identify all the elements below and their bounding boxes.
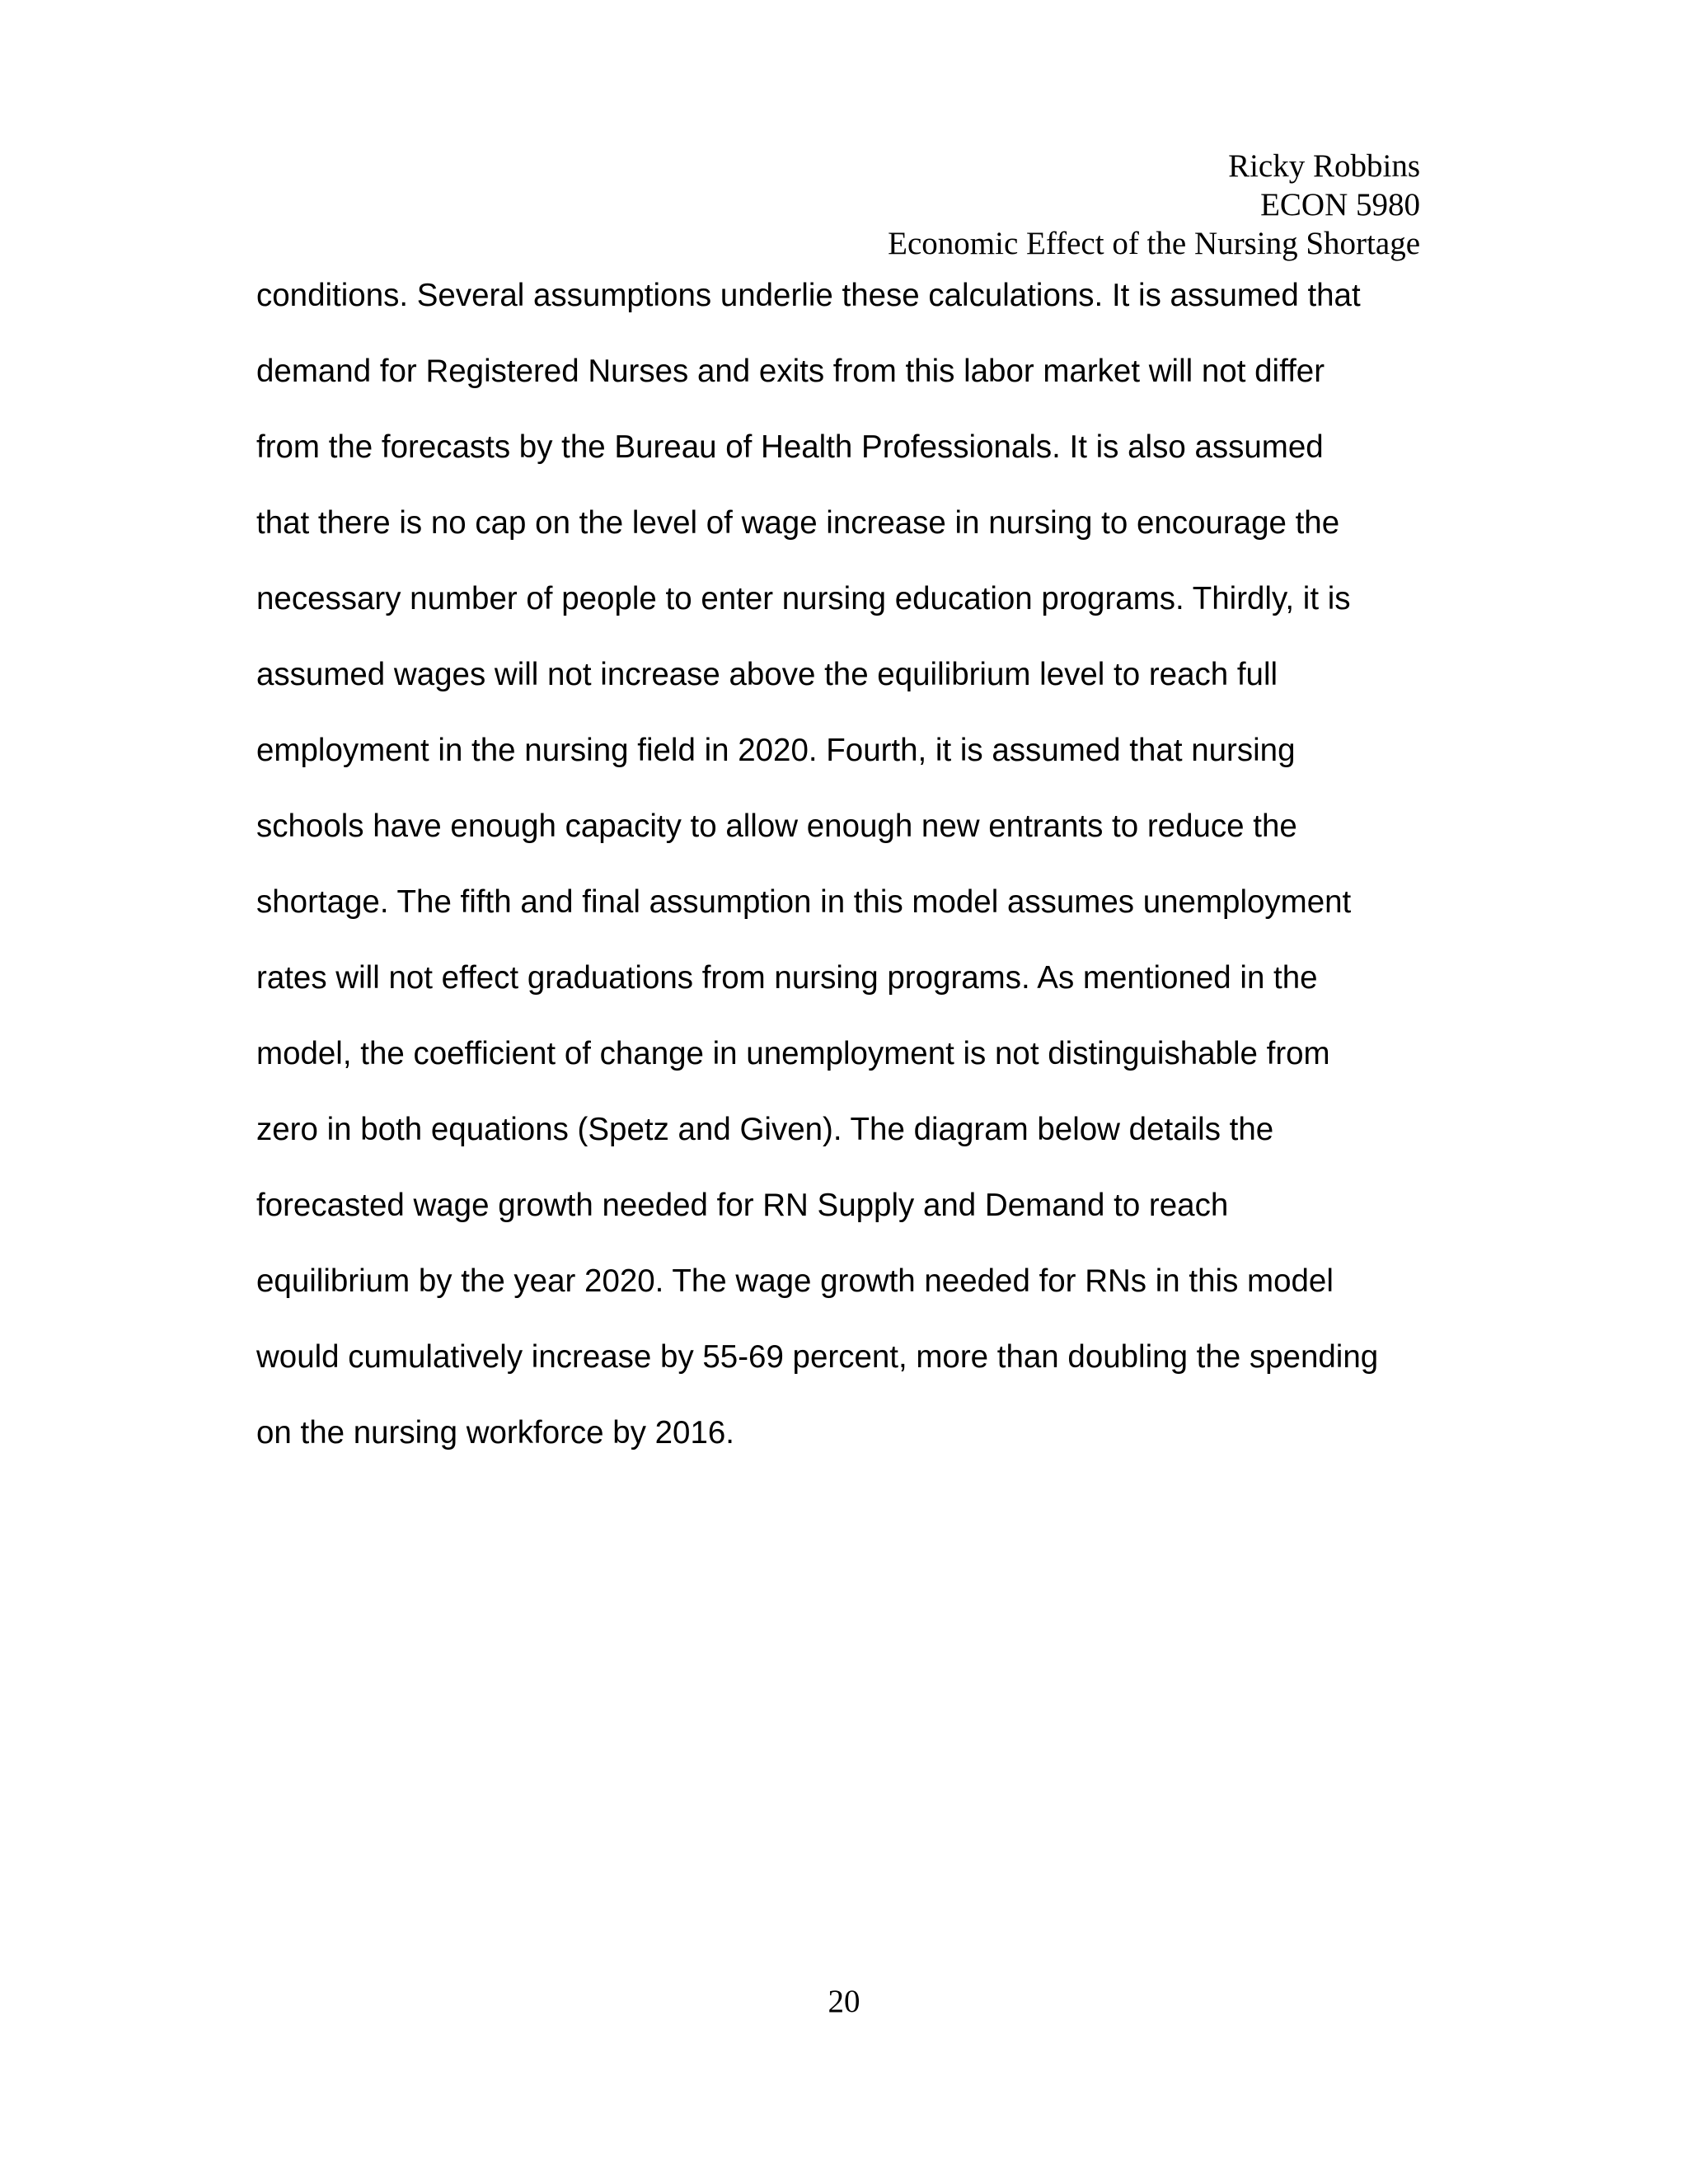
header-paper-title: Economic Effect of the Nursing Shortage <box>888 226 1420 261</box>
body-line: rates will not effect graduations from nursing programs. As mentioned in the <box>256 960 1318 996</box>
body-paragraph <box>256 258 1427 1471</box>
page-number: 20 <box>828 1984 860 2019</box>
header-author: Ricky Robbins <box>1228 148 1420 184</box>
header-course: ECON 5980 <box>1260 187 1420 223</box>
running-header <box>888 147 1420 263</box>
body-line: shortage. The fifth and final assumption in this model assumes unemployment <box>256 884 1352 920</box>
body-line: assumed wages will not increase above the equilibrium level to reach full <box>256 657 1278 692</box>
body-line: zero in both equations (Spetz and Given). The diagram below details the <box>256 1112 1274 1147</box>
body-line: equilibrium by the year 2020. The wage growth needed for RNs in this model <box>256 1263 1334 1299</box>
body-line: conditions. Several assumptions underlie these calculations. It is assumed that <box>256 278 1361 313</box>
body-line: demand for Registered Nurses and exits from this labor market will not differ <box>256 354 1325 389</box>
body-line: employment in the nursing field in 2020. Fourth, it is assumed that nursing <box>256 733 1296 768</box>
body-line: forecasted wage growth needed for RN Supply and Demand to reach <box>256 1188 1229 1223</box>
body-line: model, the coefficient of change in unemployment is not distinguishable from <box>256 1036 1330 1071</box>
body-line: from the forecasts by the Bureau of Health Professionals. It is also assumed <box>256 429 1324 465</box>
body-line: schools have enough capacity to allow enough new entrants to reduce the <box>256 808 1297 844</box>
body-line: that there is no cap on the level of wage increase in nursing to encourage the <box>256 505 1340 541</box>
body-line: on the nursing workforce by 2016. <box>256 1415 734 1451</box>
body-line: would cumulatively increase by 55-69 percent, more than doubling the spending <box>256 1339 1379 1375</box>
body-line: necessary number of people to enter nursing education programs. Thirdly, it is <box>256 581 1351 616</box>
